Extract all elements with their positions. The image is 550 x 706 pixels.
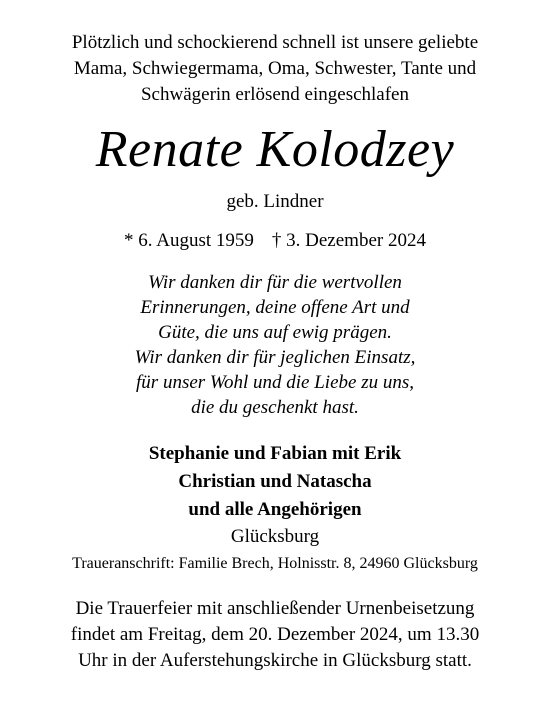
poem-line: Erinnerungen, deine offene Art und <box>140 297 410 318</box>
service-line: Die Trauerfeier mit anschließender Urnenbeisetzung <box>75 598 475 619</box>
poem-line: Wir danken dir für jeglichen Einsatz, <box>134 347 416 368</box>
intro-line: Schwägerin erlösend eingeschlafen <box>140 84 409 105</box>
poem-line: Wir danken dir für die wertvollen <box>148 272 402 293</box>
life-dates <box>0 229 550 253</box>
death-date: † 3. Dezember 2024 <box>271 230 426 251</box>
poem-line: Güte, die uns auf ewig prägen. <box>158 322 392 343</box>
mourning-address: Traueranschrift: Familie Brech, Holnisstr. 8, 24960 Glücksburg <box>72 555 478 572</box>
birth-date: * 6. August 1959 <box>124 230 254 251</box>
mourner-line: und alle Angehörigen <box>188 499 362 520</box>
mourners-list <box>0 440 550 524</box>
town: Glücksburg <box>230 526 320 547</box>
deceased-name: Renate Kolodzey <box>95 121 455 178</box>
poem-line: die du geschenkt hast. <box>191 397 359 418</box>
service-line: Uhr in der Auferstehungskirche in Glücksburg statt. <box>78 650 472 671</box>
service-line: findet am Freitag, dem 20. Dezember 2024, um 13.30 <box>70 624 480 645</box>
intro-text <box>0 30 550 108</box>
intro-line: Mama, Schwiegermama, Oma, Schwester, Tante und <box>73 58 477 79</box>
memorial-poem <box>0 270 550 420</box>
funeral-service-info <box>0 596 550 674</box>
poem-line: für unser Wohl und die Liebe zu uns, <box>136 372 414 393</box>
mourner-line: Christian und Natascha <box>178 471 372 492</box>
mourner-line: Stephanie und Fabian mit Erik <box>148 443 402 464</box>
intro-line: Plötzlich und schockierend schnell ist unsere geliebte <box>71 32 479 53</box>
maiden-name: geb. Lindner <box>226 191 324 212</box>
